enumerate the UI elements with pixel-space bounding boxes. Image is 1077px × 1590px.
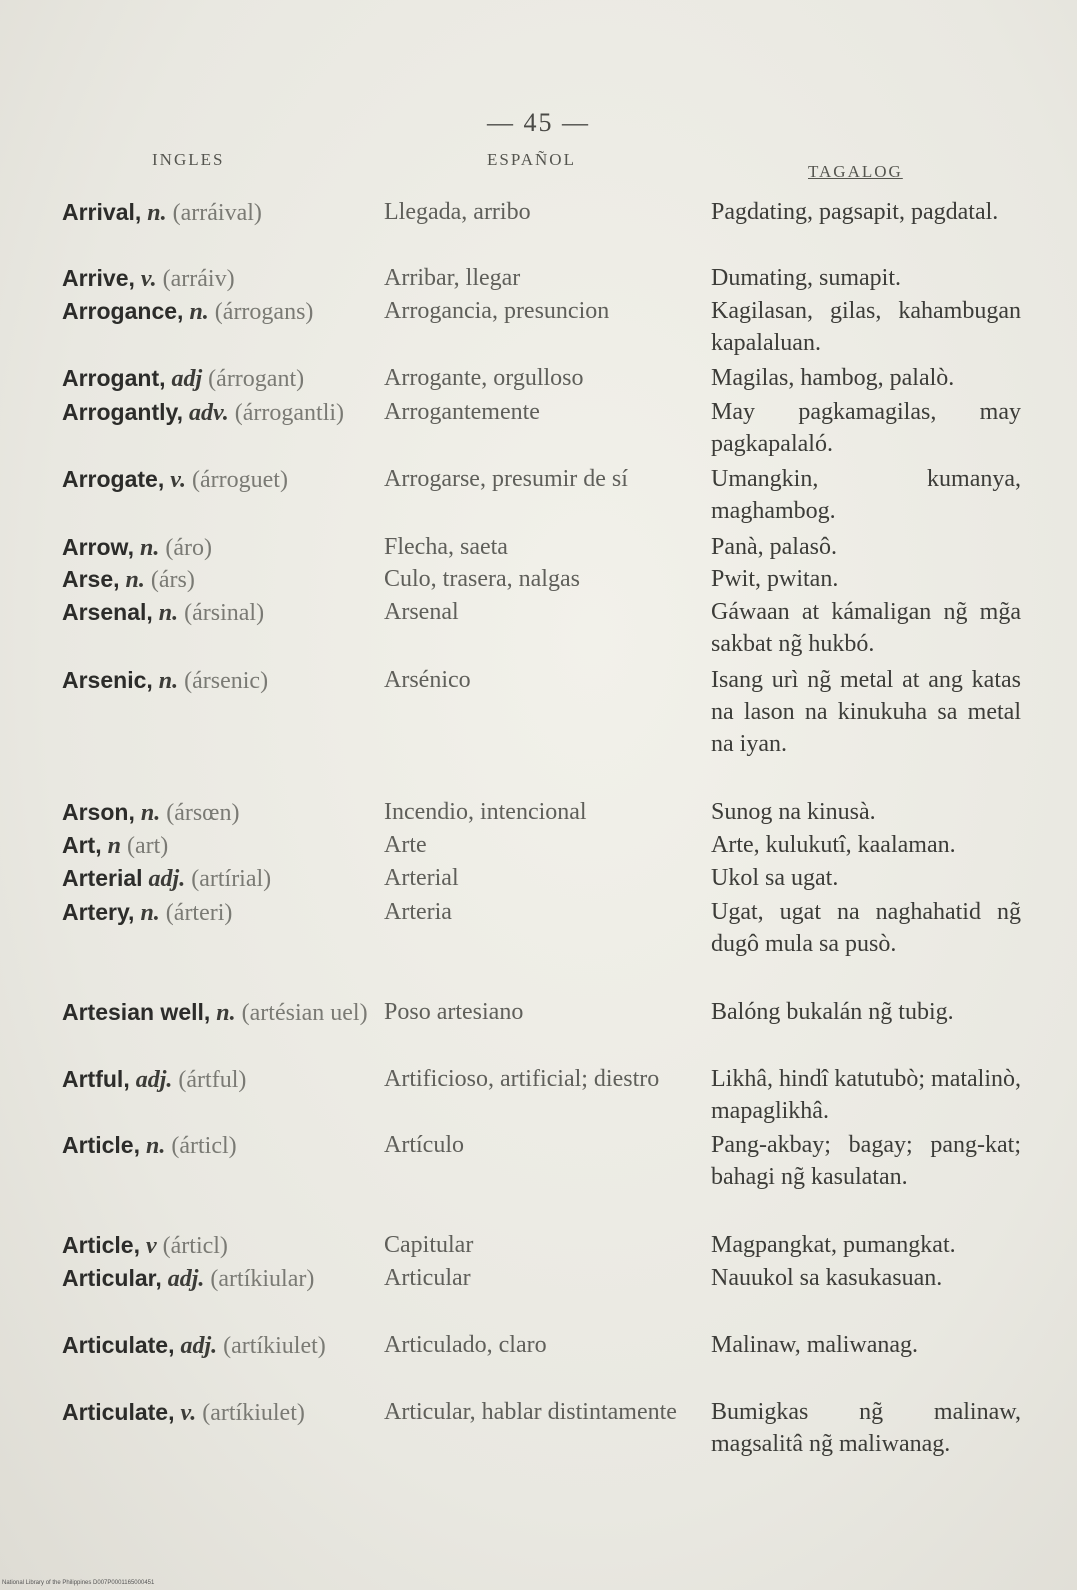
tagalog-translation: Umangkin, kumanya, maghambog. bbox=[711, 466, 1021, 524]
pronunciation: (árteri) bbox=[165, 900, 233, 926]
part-of-speech: n. bbox=[216, 1000, 236, 1026]
pronunciation: (ársinal) bbox=[184, 600, 265, 626]
tagalog-translation: Ukol sa ugat. bbox=[711, 865, 839, 891]
headword: Arrogance, bbox=[62, 298, 184, 324]
headword: Arrival, bbox=[62, 199, 142, 225]
tagalog-translation: Sunog na kinusà. bbox=[711, 799, 876, 825]
headword: Arrogantly, bbox=[62, 399, 183, 425]
headword: Arsenal, bbox=[62, 599, 153, 625]
spanish-translation: Arrogancia, presuncion bbox=[384, 298, 610, 324]
headword: Articular, bbox=[62, 1265, 162, 1291]
tagalog-translation: Pwit, pwitan. bbox=[711, 566, 839, 592]
pronunciation: (árrogant) bbox=[208, 366, 305, 392]
headword: Art, bbox=[62, 832, 102, 858]
part-of-speech: adj. bbox=[135, 1067, 173, 1093]
spanish-translation: Arrogantemente bbox=[384, 399, 540, 425]
spanish-translation: Arrogarse, presumir de sí bbox=[384, 466, 628, 492]
tagalog-translation: Magilas, hambog, palalò. bbox=[711, 365, 955, 391]
spanish-translation: Articular, hablar distintamente bbox=[384, 1399, 677, 1425]
page-number: — 45 — bbox=[487, 108, 590, 137]
part-of-speech: n bbox=[107, 833, 121, 859]
spanish-translation: Arsénico bbox=[384, 667, 471, 693]
pronunciation: (artíkiulet) bbox=[202, 1400, 305, 1426]
pronunciation: (artíkiular) bbox=[210, 1266, 315, 1292]
pronunciation: (árrogans) bbox=[214, 299, 314, 325]
headword: Arrogant, bbox=[62, 365, 166, 391]
pronunciation: (árticl) bbox=[162, 1233, 228, 1259]
tagalog-translation: Kagilasan, gilas, kahambugan kapalaluan. bbox=[711, 298, 1021, 356]
spanish-translation: Capitular bbox=[384, 1232, 474, 1258]
part-of-speech: v. bbox=[140, 266, 157, 292]
headword: Arsenic, bbox=[62, 667, 153, 693]
part-of-speech: v. bbox=[180, 1400, 197, 1426]
spanish-translation: Artículo bbox=[384, 1132, 464, 1158]
spanish-translation: Arterial bbox=[384, 865, 459, 891]
pronunciation: (arráiv) bbox=[162, 266, 235, 292]
spanish-translation: Arte bbox=[384, 832, 427, 858]
tagalog-translation: Malinaw, maliwanag. bbox=[711, 1332, 919, 1358]
spanish-translation: Articulado, claro bbox=[384, 1332, 547, 1358]
tagalog-translation: Ugat, ugat na naghahatid ng̃ dugô mula sa pusò. bbox=[711, 899, 1021, 957]
headword: Articulate, bbox=[62, 1399, 175, 1425]
part-of-speech: adj bbox=[171, 366, 203, 392]
part-of-speech: adj. bbox=[167, 1266, 205, 1292]
pronunciation: (artíkiulet) bbox=[223, 1333, 326, 1359]
spanish-translation: Incendio, intencional bbox=[384, 799, 587, 825]
spanish-translation: Poso artesiano bbox=[384, 999, 524, 1025]
part-of-speech: n. bbox=[125, 567, 145, 593]
headword: Artful, bbox=[62, 1066, 130, 1092]
tagalog-translation: Pang-akbay; bagay; pang-kat; bahagi ng̃ kasulatan. bbox=[711, 1132, 1021, 1190]
tagalog-translation: Bumigkas ng̃ malinaw, magsalitâ ng̃ maliwanag. bbox=[711, 1399, 1021, 1457]
tagalog-translation: Panà, palasô. bbox=[711, 534, 837, 560]
headword: Arterial bbox=[62, 865, 143, 891]
pronunciation: (árticl) bbox=[171, 1133, 237, 1159]
pronunciation: (árrogantli) bbox=[234, 400, 345, 426]
headword: Articulate, bbox=[62, 1332, 175, 1358]
headword: Artery, bbox=[62, 899, 135, 925]
tagalog-translation: May pagkamagilas, may pagkapalaló. bbox=[711, 399, 1021, 457]
pronunciation: (artírial) bbox=[191, 866, 272, 892]
part-of-speech: n. bbox=[140, 800, 161, 826]
part-of-speech: n. bbox=[140, 900, 160, 926]
pronunciation: (árroguet) bbox=[192, 467, 288, 493]
pronunciation: (art) bbox=[126, 833, 169, 859]
column-header-spanish: ESPAÑOL bbox=[487, 150, 576, 169]
spanish-translation: Articular bbox=[384, 1265, 471, 1291]
headword: Arrive, bbox=[62, 265, 135, 291]
part-of-speech: adv. bbox=[188, 400, 229, 426]
headword: Article, bbox=[62, 1132, 140, 1158]
pronunciation: (arráival) bbox=[172, 200, 262, 226]
pronunciation: (áro) bbox=[165, 535, 212, 561]
spanish-translation: Arribar, llegar bbox=[384, 265, 521, 291]
part-of-speech: v. bbox=[170, 467, 187, 493]
part-of-speech: adj. bbox=[148, 866, 186, 892]
tagalog-translation: Balóng bukalán ng̃ tubig. bbox=[711, 999, 954, 1025]
column-header-tagalog: TAGALOG bbox=[808, 162, 903, 181]
pronunciation: (ártful) bbox=[178, 1067, 247, 1093]
tagalog-translation: Gáwaan at kámaligan ng̃ mg̃a sakbat ng̃ hukbó. bbox=[711, 599, 1021, 657]
tagalog-translation: Magpangkat, pumangkat. bbox=[711, 1232, 956, 1258]
pronunciation: (artésian uel) bbox=[241, 1000, 368, 1026]
headword: Arrow, bbox=[62, 534, 134, 560]
part-of-speech: n. bbox=[145, 1133, 166, 1159]
spanish-translation: Arteria bbox=[384, 899, 452, 925]
tagalog-translation: Arte, kulukutî, kaalaman. bbox=[711, 832, 956, 858]
headword: Artesian well, bbox=[62, 999, 211, 1025]
spanish-translation: Artificioso, artificial; diestro bbox=[384, 1066, 660, 1092]
part-of-speech: n. bbox=[140, 535, 160, 561]
spanish-translation: Arrogante, orgulloso bbox=[384, 365, 584, 391]
headword: Arse, bbox=[62, 566, 120, 592]
headword: Arrogate, bbox=[62, 466, 165, 492]
part-of-speech: n. bbox=[158, 668, 179, 694]
part-of-speech: n. bbox=[158, 600, 179, 626]
part-of-speech: n. bbox=[147, 200, 167, 226]
tagalog-translation: Pagdating, pagsapit, pagdatal. bbox=[711, 199, 999, 225]
headword: Arson, bbox=[62, 799, 135, 825]
spanish-translation: Culo, trasera, nalgas bbox=[384, 566, 580, 592]
column-header-english: INGLES bbox=[152, 150, 225, 169]
tagalog-translation: Likhâ, hindî katutubò; matalinò, mapaglikhâ. bbox=[711, 1066, 1021, 1124]
spanish-translation: Llegada, arribo bbox=[384, 199, 531, 225]
tagalog-translation: Dumating, sumapit. bbox=[711, 265, 901, 291]
spanish-translation: Flecha, saeta bbox=[384, 534, 508, 560]
pronunciation: (árs) bbox=[150, 567, 195, 593]
pronunciation: (ársenic) bbox=[184, 668, 269, 694]
part-of-speech: v bbox=[145, 1233, 157, 1259]
part-of-speech: n. bbox=[189, 299, 209, 325]
footer-credit: National Library of the Philippines D007P0001165000451 bbox=[2, 1580, 155, 1586]
pronunciation: (ársœn) bbox=[166, 800, 240, 826]
headword: Article, bbox=[62, 1232, 140, 1258]
part-of-speech: adj. bbox=[180, 1333, 218, 1359]
tagalog-translation: Nauukol sa kasukasuan. bbox=[711, 1265, 943, 1291]
spanish-translation: Arsenal bbox=[384, 599, 459, 625]
tagalog-translation: Isang urì ng̃ metal at ang katas na lason na kinukuha sa metal na iyan. bbox=[711, 667, 1021, 757]
